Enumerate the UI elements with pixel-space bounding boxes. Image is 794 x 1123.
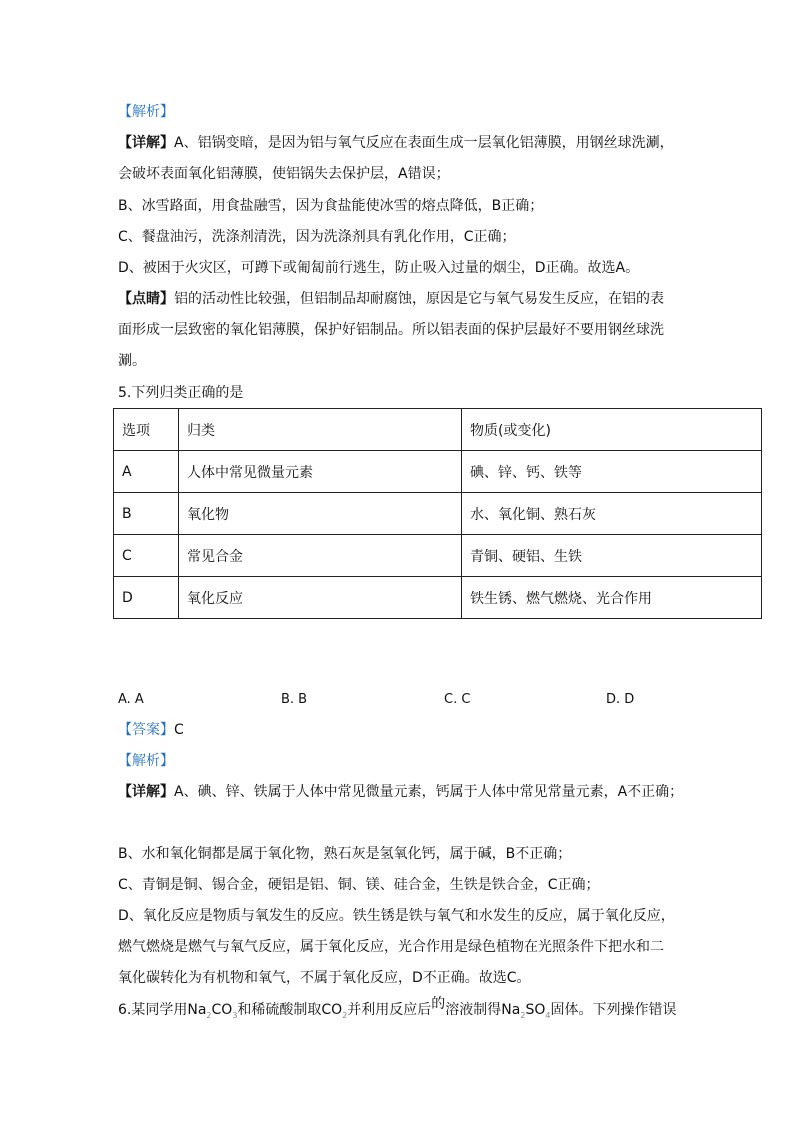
q6-text: 固体。下列操作错误 bbox=[550, 1002, 677, 1018]
q6-text: 和稀硫酸制取CO bbox=[237, 1002, 343, 1018]
question-6-stem bbox=[118, 996, 677, 1025]
cell: C bbox=[114, 535, 179, 577]
cell: 氧化反应 bbox=[179, 577, 462, 619]
detail-line: C、餐盘油污，洗涤剂清洗，因为洗涤剂具有乳化作用，C正确； bbox=[118, 229, 516, 245]
detail-line: D、氧化反应是物质与氧发生的反应。铁生锈是铁与氧气和水发生的反应，属于氧化反应， bbox=[118, 908, 675, 924]
classification-table bbox=[113, 408, 762, 619]
table-row bbox=[114, 451, 762, 493]
subscript: 2 bbox=[520, 1010, 526, 1020]
detail-line bbox=[118, 134, 674, 152]
q6-text: 并利用反应后 bbox=[347, 1002, 432, 1018]
q6-text: SO bbox=[525, 1002, 546, 1018]
table-row bbox=[114, 577, 762, 619]
header-cell: 选项 bbox=[114, 409, 179, 451]
option-c: C. C bbox=[444, 692, 471, 707]
detail-line: B、水和氧化铜都是属于氧化物，熟石灰是氢氧化钙，属于碱，B不正确； bbox=[118, 846, 572, 862]
table-row bbox=[114, 493, 762, 535]
comment-line: 涮。 bbox=[118, 353, 146, 369]
cell: 氧化物 bbox=[179, 493, 462, 535]
option-b: B. B bbox=[281, 692, 308, 707]
comment-line bbox=[118, 290, 664, 308]
cell: 人体中常见微量元素 bbox=[179, 451, 462, 493]
cell: D bbox=[114, 577, 179, 619]
answer-value: C bbox=[174, 722, 184, 738]
comment-label: 【点睛】 bbox=[118, 291, 174, 307]
cell: B bbox=[114, 493, 179, 535]
subscript: 2 bbox=[206, 1010, 212, 1020]
detail-text: A、碘、锌、铁属于人体中常见微量元素，钙属于人体中常见常量元素，A不正确； bbox=[174, 784, 684, 800]
detail-line bbox=[118, 783, 683, 801]
comment-text: 铝的活动性比较强，但铝制品却耐腐蚀，原因是它与氧气易发生反应，在铝的表 bbox=[174, 291, 664, 307]
q6-text: 6.某同学用Na bbox=[118, 1002, 207, 1018]
detail-label: 【详解】 bbox=[118, 784, 174, 800]
table-header-row bbox=[114, 409, 762, 451]
q6-text: 溶液制得Na bbox=[445, 1002, 521, 1018]
cell: 水、氧化铜、熟石灰 bbox=[462, 493, 762, 535]
q6-text: 的 bbox=[431, 996, 446, 1012]
header-cell: 归类 bbox=[179, 409, 462, 451]
detail-line: 氧化碳转化为有机物和氧气，不属于氧化反应，D不正确。故选C。 bbox=[118, 970, 531, 986]
table-row bbox=[114, 535, 762, 577]
comment-line: 面形成一层致密的氧化铝薄膜，保护好铝制品。所以铝表面的保护层最好不要用钢丝球洗 bbox=[118, 322, 664, 338]
subscript: 2 bbox=[342, 1010, 348, 1020]
subscript: 4 bbox=[545, 1010, 551, 1020]
cell: 碘、锌、钙、铁等 bbox=[462, 451, 762, 493]
option-a: A. A bbox=[118, 692, 144, 707]
cell: 铁生锈、燃气燃烧、光合作用 bbox=[462, 577, 762, 619]
subscript: 3 bbox=[232, 1010, 238, 1020]
detail-line: 燃气燃烧是燃气与氧气反应，属于氧化反应，光合作用是绿色植物在光照条件下把水和二 bbox=[118, 939, 664, 955]
q6-text: CO bbox=[211, 1002, 233, 1018]
detail-line: B、冰雪路面，用食盐融雪，因为食盐能使冰雪的熔点降低，B正确； bbox=[118, 198, 544, 214]
answer-line bbox=[118, 721, 184, 739]
detail-label: 【详解】 bbox=[118, 135, 174, 151]
detail-text: A、铝锅变暗，是因为铝与氧气反应在表面生成一层氧化铝薄膜，用钢丝球洗涮， bbox=[174, 135, 674, 151]
detail-line: C、青铜是铜、锡合金，硬铝是铝、铜、镁、硅合金，生铁是铁合金，C正确； bbox=[118, 877, 600, 893]
question-5-stem: 5.下列归类正确的是 bbox=[118, 385, 244, 401]
detail-line: 会破坏表面氧化铝薄膜，使铝锅失去保护层，A错误； bbox=[118, 166, 450, 182]
cell: 青铜、硬铝、生铁 bbox=[462, 535, 762, 577]
answer-label: 【答案】 bbox=[118, 722, 174, 738]
analysis-heading-1: 【解析】 bbox=[118, 104, 174, 120]
analysis-heading-2: 【解析】 bbox=[118, 753, 174, 769]
cell: 常见合金 bbox=[179, 535, 462, 577]
detail-line: D、被困于火灾区，可蹲下或匍匐前行逃生，防止吸入过量的烟尘，D正确。故选A。 bbox=[118, 260, 640, 276]
option-d: D. D bbox=[606, 692, 635, 707]
header-cell: 物质(或变化) bbox=[462, 409, 762, 451]
cell: A bbox=[114, 451, 179, 493]
